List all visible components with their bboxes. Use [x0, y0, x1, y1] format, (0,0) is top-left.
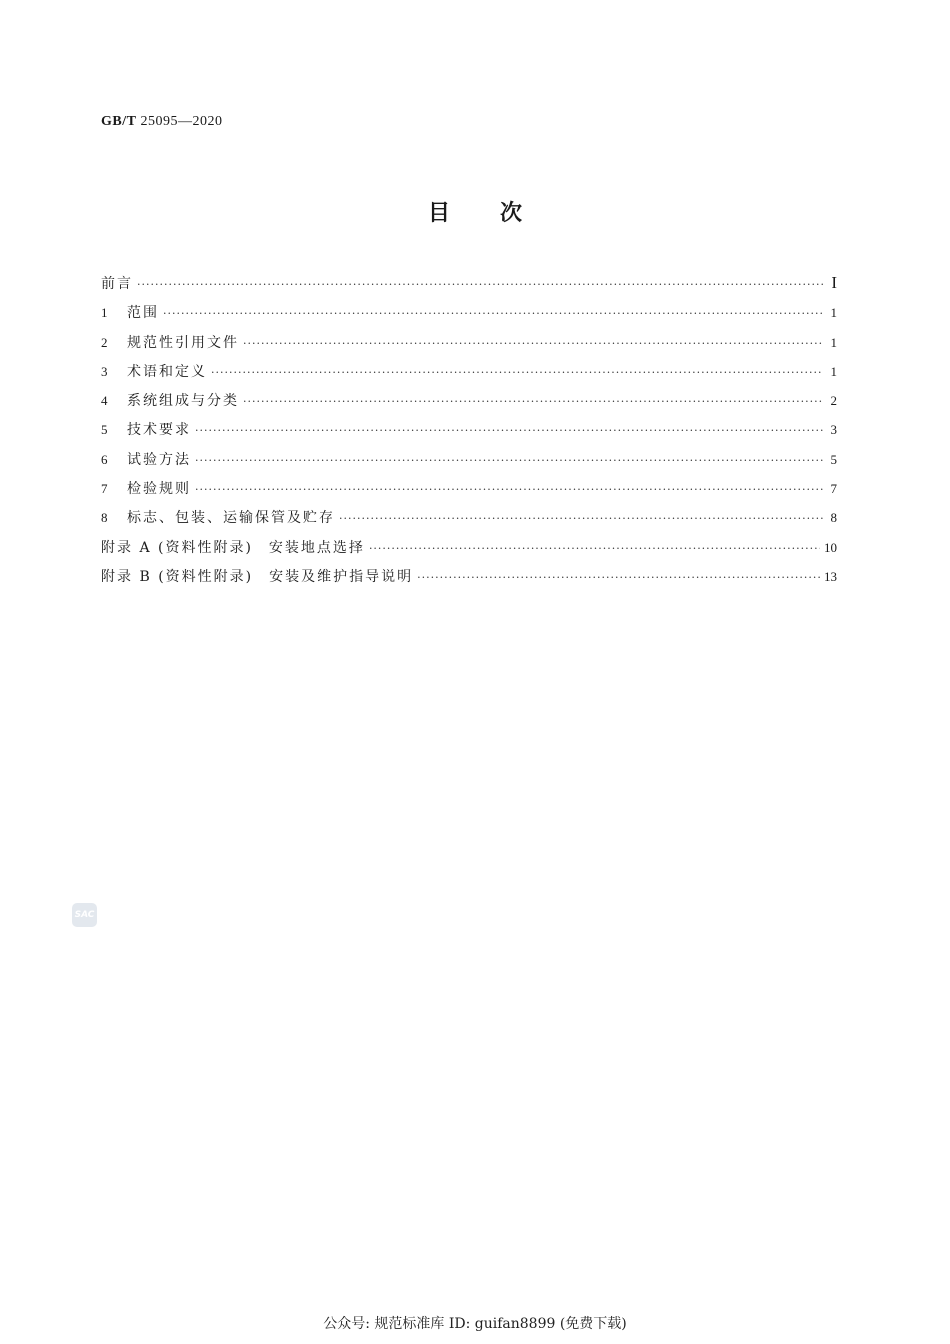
toc-entry-label: 附录 B (资料性附录) 安装及维护指导说明 [101, 568, 414, 585]
toc-entry-page: 10 [824, 539, 837, 555]
toc-entry-page: 1 [830, 334, 837, 350]
footer-note: 公众号: 规范标准库 ID: guifan8899 (免费下载) [323, 1316, 627, 1332]
toc-entry-8[interactable] [101, 507, 837, 536]
toc-leader-dots [195, 483, 823, 496]
toc-leader-dots [243, 337, 823, 350]
toc-entry-5[interactable] [101, 419, 837, 448]
toc-title-char-1: 目 [427, 201, 450, 226]
toc-entry-3[interactable] [101, 361, 837, 390]
toc-entry-label: 范围 [127, 305, 159, 322]
toc-entry-label: 检验规则 [127, 481, 191, 498]
toc-entry-page: 8 [830, 510, 837, 526]
toc-entry-label: 规范性引用文件 [127, 334, 239, 351]
toc-entry-label: 标志、包装、运输保管及贮存 [127, 510, 335, 527]
toc-entry-page: 3 [830, 422, 837, 438]
toc-leader-dots [137, 278, 823, 291]
toc-entry-label: 前言 [101, 276, 133, 292]
toc-leader-dots [195, 454, 823, 467]
standard-prefix: GB/T [101, 114, 137, 129]
toc-leader-dots [417, 571, 820, 584]
toc-entry-label: 术语和定义 [127, 363, 207, 380]
toc-title [0, 196, 950, 227]
sac-watermark-logo: SAC [72, 903, 97, 927]
toc-entry-1[interactable] [101, 302, 837, 331]
toc-entry-number: 8 [101, 510, 108, 526]
toc-entry-page: 5 [830, 451, 837, 467]
toc-entry-page: 2 [830, 393, 837, 409]
toc-leader-dots [339, 512, 823, 525]
toc-entry-label: 技术要求 [127, 422, 191, 439]
toc-entry-foreword[interactable] [101, 273, 837, 302]
toc-entry-page: 1 [830, 305, 837, 321]
toc-entry-label: 系统组成与分类 [127, 393, 239, 410]
toc-entry-number: 5 [101, 422, 108, 438]
toc-leader-dots [211, 366, 823, 379]
toc-entry-appendix-b[interactable] [101, 566, 837, 595]
toc-entry-label: 试验方法 [127, 451, 191, 468]
toc-entry-number: 1 [101, 305, 108, 321]
toc-entry-number: 6 [101, 451, 108, 467]
toc-leader-dots [195, 424, 823, 437]
toc-entry-page: I [831, 273, 837, 292]
table-of-contents [101, 273, 837, 595]
toc-leader-dots [369, 542, 820, 555]
toc-entry-2[interactable] [101, 332, 837, 361]
toc-entry-appendix-a[interactable] [101, 537, 837, 566]
toc-entry-page: 13 [824, 568, 837, 584]
toc-entry-4[interactable] [101, 390, 837, 419]
toc-entry-7[interactable] [101, 478, 837, 507]
standard-number: 25095—2020 [140, 114, 223, 129]
toc-entry-6[interactable] [101, 449, 837, 478]
standard-code [101, 114, 222, 130]
toc-leader-dots [243, 395, 823, 408]
toc-entry-page: 1 [830, 363, 837, 379]
toc-title-char-2: 次 [500, 201, 523, 226]
toc-entry-page: 7 [830, 481, 837, 497]
toc-leader-dots [163, 307, 823, 320]
toc-entry-number: 2 [101, 334, 108, 350]
toc-entry-label: 附录 A (资料性附录) 安装地点选择 [101, 539, 365, 556]
toc-entry-number: 7 [101, 481, 108, 497]
toc-entry-number: 3 [101, 363, 108, 379]
toc-entry-number: 4 [101, 393, 108, 409]
